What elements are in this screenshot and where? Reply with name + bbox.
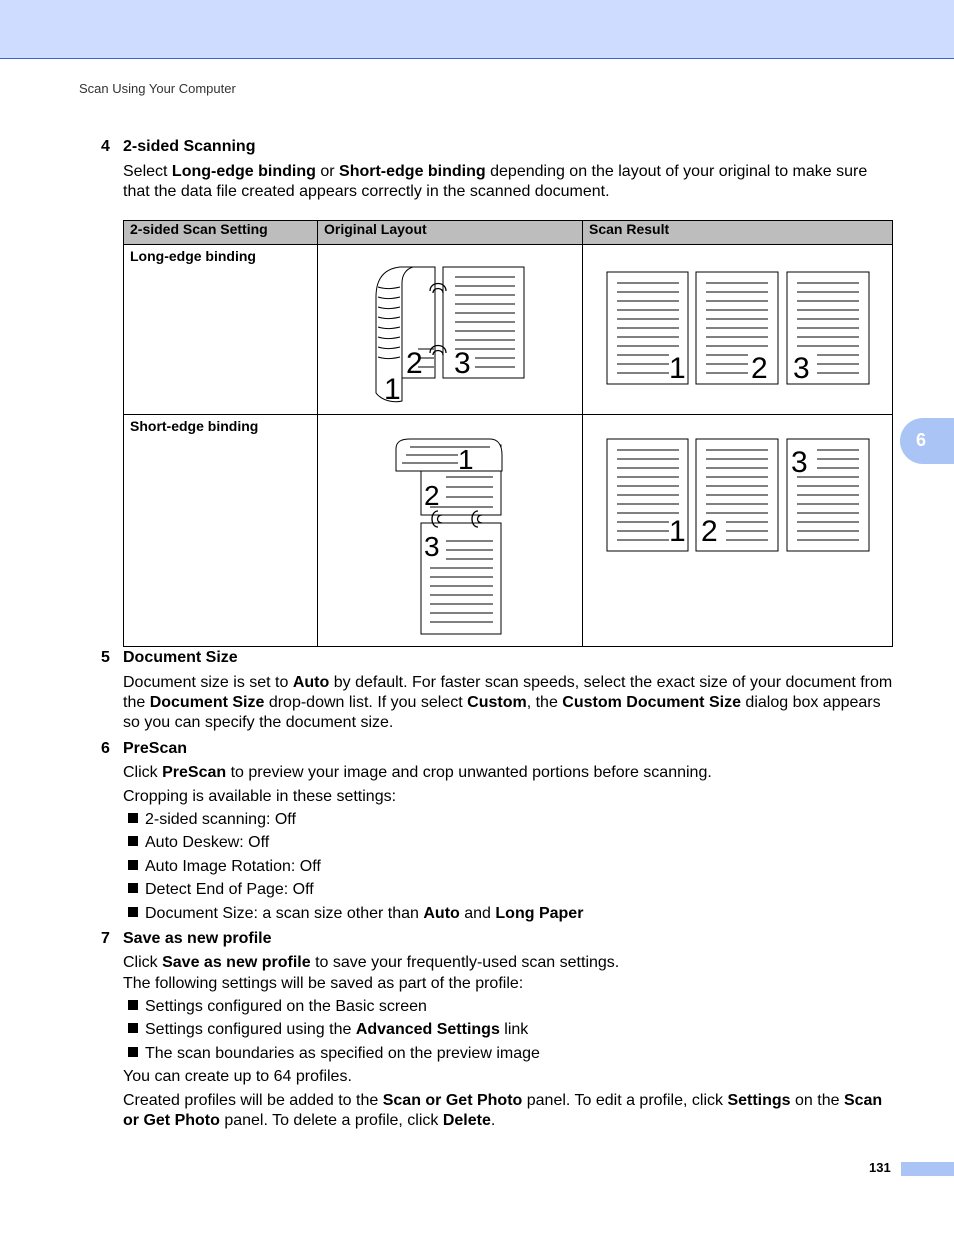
- bullet-square-icon: [128, 813, 138, 823]
- profile-panel-note: Created profiles will be added to the Scan or Get Photo panel. To edit a profile, click Settings on the Scan or Get Photo panel. To delete a profile, click Delete.: [123, 1092, 883, 1129]
- long-edge-original-diagram: [318, 245, 582, 411]
- page-digit: 3: [793, 352, 810, 385]
- step-4-description: Select Long-edge binding or Short-edge binding depending on the layout of your original to make sure that the data file created appears correctly in the scanned document.: [123, 163, 868, 200]
- list-item: Auto Image Rotation: Off: [128, 857, 321, 877]
- step-7-settings-note: The following settings will be saved as part of the profile:: [123, 975, 524, 992]
- page-number: 131: [869, 1160, 891, 1175]
- table-row: [124, 415, 893, 647]
- page-digit: 3: [424, 531, 440, 562]
- table-header-row: [124, 221, 893, 245]
- step-number: 4: [101, 138, 110, 155]
- bullet-square-icon: [128, 860, 138, 870]
- bullet-square-icon: [128, 883, 138, 893]
- step-title: Save as new profile: [123, 930, 272, 947]
- bold-term: Custom Document Size: [562, 694, 741, 711]
- top-header-band: [0, 0, 954, 59]
- page-digit: 1: [384, 373, 401, 406]
- bold-term: Settings: [727, 1092, 791, 1109]
- list-item: Settings configured using the Advanced Settings link: [128, 1020, 528, 1040]
- profile-limit-note: You can create up to 64 profiles.: [123, 1068, 352, 1085]
- step-number: 5: [101, 649, 110, 666]
- step-title: 2-sided Scanning: [123, 138, 256, 155]
- list-item: Settings configured on the Basic screen: [128, 997, 427, 1017]
- step-6-cropping-note: Cropping is available in these settings:: [123, 788, 397, 805]
- table-row: [124, 245, 893, 415]
- list-item: The scan boundaries as specified on the preview image: [128, 1044, 540, 1064]
- step-number: 6: [101, 740, 110, 757]
- list-item: Document Size: a scan size other than Auto and Long Paper: [128, 904, 583, 924]
- page-digit: 1: [669, 515, 686, 548]
- long-edge-scan-result-diagram: [583, 245, 892, 411]
- step-6-description: Click PreScan to preview your image and crop unwanted portions before scanning.: [123, 764, 712, 781]
- column-header: Original Layout: [318, 221, 583, 245]
- bold-term: Save as new profile: [162, 954, 311, 971]
- bullet-square-icon: [128, 1047, 138, 1057]
- column-header: 2-sided Scan Setting: [124, 221, 318, 245]
- bold-term: Auto: [423, 905, 460, 922]
- chapter-number: 6: [916, 430, 927, 450]
- page-number-bar: [901, 1162, 954, 1176]
- list-item: 2-sided scanning: Off: [128, 810, 296, 830]
- page-digit: 2: [751, 352, 768, 385]
- list-item: Auto Deskew: Off: [128, 833, 269, 853]
- step-number: 7: [101, 930, 110, 947]
- bold-term: Advanced Settings: [355, 1021, 500, 1038]
- bullet-square-icon: [128, 836, 138, 846]
- list-item: Detect End of Page: Off: [128, 880, 314, 900]
- short-edge-scan-result-diagram: [583, 415, 892, 643]
- bold-term: Document Size: [149, 694, 265, 711]
- bold-term: Scan or Get Photo: [123, 1092, 883, 1129]
- bold-term: Auto: [292, 674, 330, 691]
- bullet-square-icon: [128, 907, 138, 917]
- page-digit: 2: [424, 480, 440, 511]
- setting-label: Long-edge binding: [130, 248, 256, 264]
- two-sided-scan-table: [123, 220, 893, 647]
- page-digit: 2: [406, 347, 423, 380]
- page-digit: 3: [791, 446, 808, 479]
- bold-term: Short-edge binding: [339, 163, 486, 180]
- bullet-square-icon: [128, 1000, 138, 1010]
- bullet-square-icon: [128, 1023, 138, 1033]
- short-edge-original-diagram: [318, 415, 582, 643]
- bold-term: Scan or Get Photo: [382, 1092, 523, 1109]
- bold-term: PreScan: [162, 764, 227, 781]
- page-digit: 1: [458, 444, 474, 475]
- step-7-description: Click Save as new profile to save your frequently-used scan settings.: [123, 954, 620, 971]
- setting-label: Short-edge binding: [130, 418, 259, 434]
- column-header: Scan Result: [583, 221, 893, 245]
- bold-term: Long Paper: [495, 905, 584, 922]
- page-digit: 3: [454, 347, 471, 380]
- step-title: Document Size: [123, 649, 238, 666]
- bold-term: Delete: [442, 1112, 491, 1129]
- chapter-tab[interactable]: [900, 418, 954, 464]
- bold-term: Long-edge binding: [171, 163, 316, 180]
- page-digit: 1: [669, 352, 686, 385]
- bold-term: Custom: [467, 694, 527, 711]
- step-5-description: Document size is set to Auto by default. For faster scan speeds, select the exact size of your document from the Document Size drop-down list. If you select Custom, the Custom Document Size dialog box appears so you can specify the document size.: [123, 674, 893, 731]
- running-header: Scan Using Your Computer: [79, 81, 236, 96]
- step-title: PreScan: [123, 740, 188, 757]
- page-digit: 2: [701, 515, 718, 548]
